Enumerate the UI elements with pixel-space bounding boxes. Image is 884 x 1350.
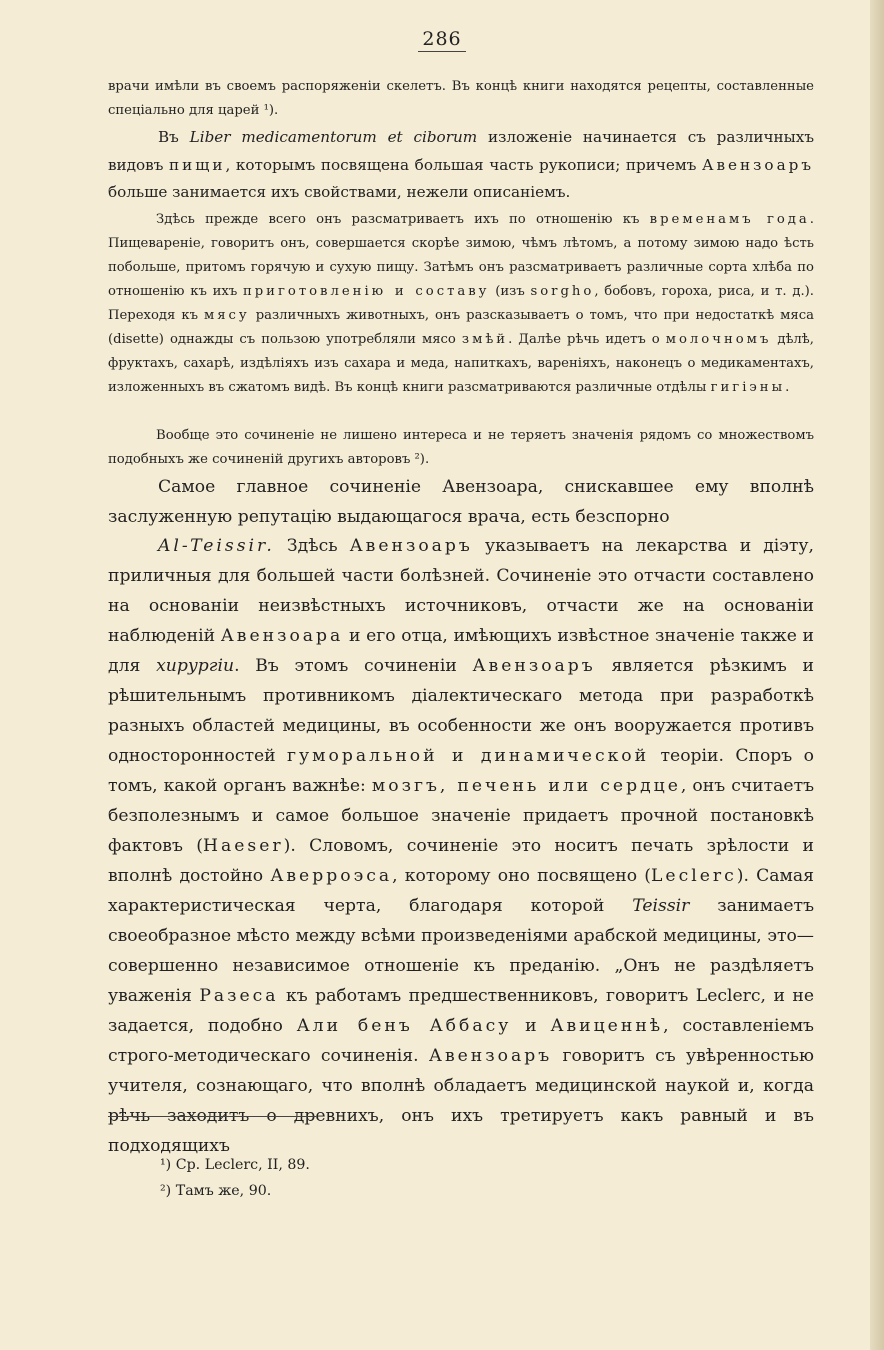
footnote-divider: [108, 1116, 316, 1117]
footnotes: [160, 1152, 660, 1204]
page-number: 286: [0, 28, 884, 50]
footnote-2: ²) Тамъ же, 90.: [160, 1183, 272, 1199]
book-title-al-teissir: Al-Teissir.: [158, 536, 275, 556]
paragraph-small-details: Здѣсь прежде всего онъ разсматриваетъ ихъ по отношенію къ временамъ года. Пищевареніе, говоритъ онъ, совершается скорѣе зимою, чѣмъ лѣтомъ, а потому зимою надо ѣсть побольше, притомъ горячую и сухую пищу. Затѣмъ онъ разсматриваетъ различные сорта хлѣба по отношенію къ ихъ приготовленію и составу (изъ sorgho, бобовъ, гороха, риса, и т. д.). Переходя къ мясу различныхъ животныхъ, онъ разсказываетъ о томъ, что при недостаткѣ мяса (disette) однажды съ пользою употребляли мясо змѣй. Далѣе рѣчь идетъ о молочномъ дѣлѣ, фруктахъ, сахарѣ, издѣліяхъ изъ сахара и меда, напиткахъ, вареніяхъ, наконецъ о медикаментахъ, изложенныхъ въ сжатомъ видѣ. Въ концѣ книги разсматриваются различные отдѣлы гигіэны.: [108, 212, 814, 395]
paragraph-liber: Въ Liber medicamentorum et ciborum изложеніе начинается съ различныхъ видовъ пищи, которымъ посвящена большая часть рукописи; причемъ Авензоаръ больше занимается ихъ свойствами, нежели описаніемъ.: [108, 128, 815, 201]
footnote-1: ¹) Ср. Leclerc, II, 89.: [160, 1157, 310, 1173]
book-title-liber: Liber medicamentorum et ciborum: [189, 128, 478, 146]
paragraph-small-summary: Вообще это сочиненіе не лишено интереса и не теряетъ значенія рядомъ со множествомъ подобныхъ же сочиненій другихъ авторовъ ²).: [108, 428, 814, 467]
paragraph-continuation: врачи имѣли въ своемъ распоряженіи скелетъ. Въ концѣ книги находятся рецепты, составленные спеціально для царей ¹).: [108, 79, 814, 118]
paragraph-main-intro: Самое главное сочиненіе Авензоара, снискавшее ему вполнѣ заслуженную репутацію выдающагося врача, есть безспорно: [108, 477, 814, 527]
paragraph-al-teissir: Al-Teissir. Здѣсь Авензоаръ указываетъ на лекарства и діэту, приличныя для большей части болѣзней. Сочиненіе это отчасти составлено на основаніи неизвѣстныхъ источниковъ, отчасти же на основаніи наблюденій Авензоара и его отца, имѣющихъ извѣстное значеніе также и для хирургіи. Въ этомъ сочиненіи Авензоаръ является рѣзкимъ и рѣшительнымъ противникомъ діалектическаго метода при разработкѣ разныхъ областей медицины, въ особенности же онъ вооружается противъ односторонностей гуморальной и динамической теоріи. Споръ о томъ, какой органъ важнѣе: мозгъ, печень или сердце, онъ считаетъ безполезнымъ и самое большое значеніе придаетъ прочной постановкѣ фактовъ (Haeser). Словомъ, сочиненіе это носитъ печать зрѣлости и вполнѣ достойно Аверроэса, которому оно посвящено (Leclerc). Самая характеристическая черта, благодаря которой Teissir занимаетъ своеобразное мѣсто между всѣми произведеніями арабской медицины, это—совершенно независимое отношеніе къ преданію. „Онъ не раздѣляетъ уваженія Разеса къ работамъ предшественниковъ, говоритъ Leclerc, и не задается, подобно Али бенъ Аббасу и Авиценнѣ, составленіемъ строго-методическаго сочиненія. Авензоаръ говоритъ съ увѣренностью учителя, сознающаго, что вполнѣ обладаетъ медицинской наукой и, когда рѣчь заходитъ о древнихъ, онъ ихъ третируетъ какъ равный и въ подходящихъ: [108, 536, 815, 1156]
page-edge-shadow: [870, 0, 884, 1350]
